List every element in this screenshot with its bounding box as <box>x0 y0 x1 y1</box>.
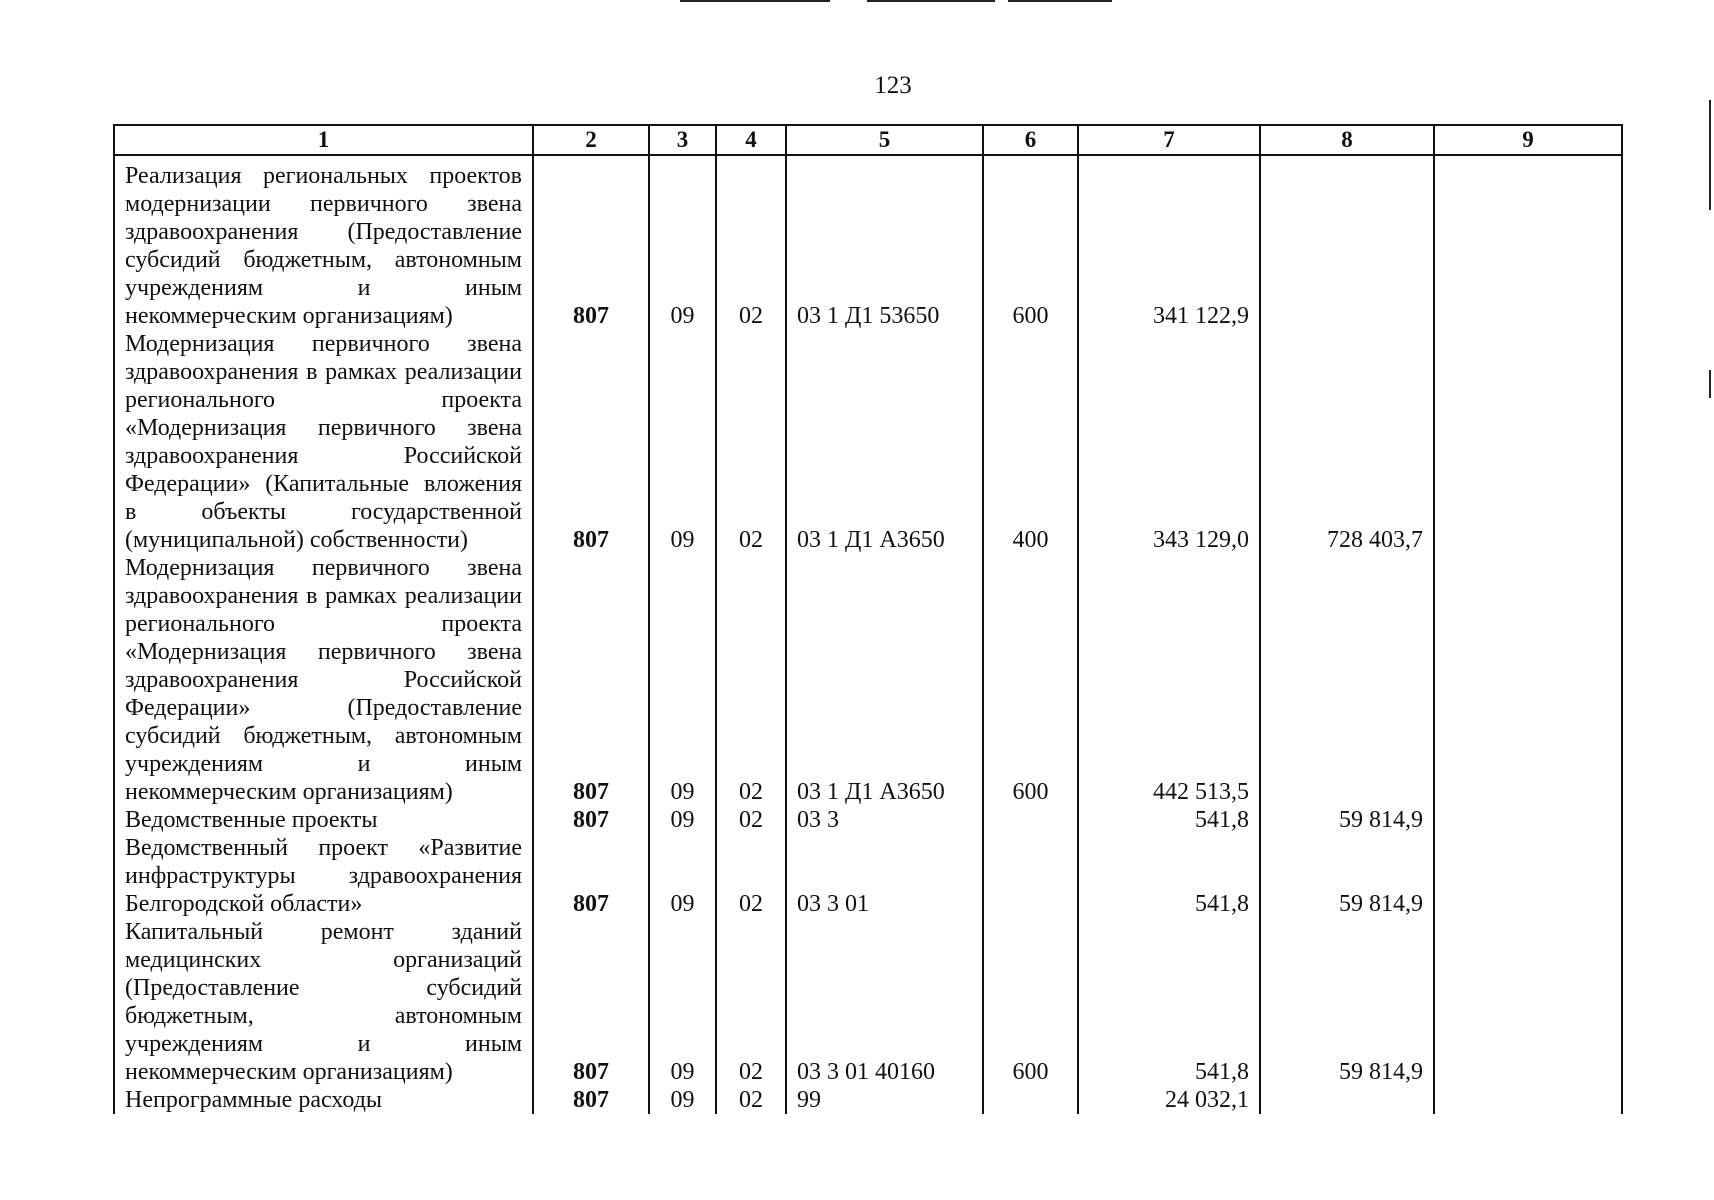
amount-col-8 <box>1260 155 1434 330</box>
expense-type-code: 600 <box>983 554 1078 806</box>
table-row <box>114 806 1622 834</box>
target-article-code: 03 3 01 <box>786 834 983 918</box>
ministry-code: 807 <box>533 834 649 918</box>
ministry-code: 807 <box>533 155 649 330</box>
subsection-code: 02 <box>716 806 786 834</box>
amount-col-7: 442 513,5 <box>1078 554 1260 806</box>
column-header-8: 8 <box>1260 125 1434 155</box>
section-code: 09 <box>649 554 716 806</box>
subsection-code: 02 <box>716 554 786 806</box>
section-code: 09 <box>649 155 716 330</box>
section-code: 09 <box>649 834 716 918</box>
item-name <box>114 330 533 554</box>
ministry-code: 807 <box>533 554 649 806</box>
target-article-code: 03 3 01 40160 <box>786 918 983 1086</box>
item-name-line: учреждениям и иным <box>125 751 522 777</box>
expense-type-code <box>983 834 1078 918</box>
amount-col-8 <box>1260 1086 1434 1114</box>
item-name-line: Модернизация первичного звена <box>125 331 522 357</box>
ministry-code: 807 <box>533 1086 649 1114</box>
item-name-line: некоммерческим организациям) <box>125 779 453 805</box>
item-name-line: здравоохранения (Предоставление <box>125 219 522 245</box>
item-name <box>114 1086 533 1114</box>
item-name-line: учреждениям и иным <box>125 1031 522 1057</box>
ministry-code: 807 <box>533 806 649 834</box>
expense-type-code: 600 <box>983 155 1078 330</box>
expense-type-code <box>983 806 1078 834</box>
table-row <box>114 155 1622 330</box>
subsection-code: 02 <box>716 1086 786 1114</box>
ministry-code: 807 <box>533 918 649 1086</box>
section-code: 09 <box>649 1086 716 1114</box>
column-header-1: 1 <box>114 125 533 155</box>
column-header-2: 2 <box>533 125 649 155</box>
expense-type-code <box>983 1086 1078 1114</box>
amount-col-8: 59 814,9 <box>1260 834 1434 918</box>
item-name-line: инфраструктуры здравоохранения <box>125 863 522 889</box>
amount-col-9 <box>1434 918 1622 1086</box>
table-row <box>114 918 1622 1086</box>
target-article-code: 03 1 Д1 А3650 <box>786 330 983 554</box>
table-row <box>114 330 1622 554</box>
table-row <box>114 1086 1622 1114</box>
table-row <box>114 554 1622 806</box>
subsection-code: 02 <box>716 330 786 554</box>
scan-artifact-right <box>1709 370 1711 398</box>
amount-col-8: 59 814,9 <box>1260 918 1434 1086</box>
section-code: 09 <box>649 806 716 834</box>
item-name-line: субсидий бюджетным, автономным <box>125 723 522 749</box>
amount-col-7: 541,8 <box>1078 834 1260 918</box>
target-article-code: 03 1 Д1 А3650 <box>786 554 983 806</box>
amount-col-7: 24 032,1 <box>1078 1086 1260 1114</box>
subsection-code: 02 <box>716 155 786 330</box>
amount-col-9 <box>1434 806 1622 834</box>
item-name-line: здравоохранения Российской <box>125 667 522 693</box>
scan-artifact-right <box>1709 100 1711 210</box>
item-name-line: «Модернизация первичного звена <box>125 639 522 665</box>
column-header-3: 3 <box>649 125 716 155</box>
item-name-line: «Модернизация первичного звена <box>125 415 522 441</box>
amount-col-8: 59 814,9 <box>1260 806 1434 834</box>
target-article-code: 03 1 Д1 53650 <box>786 155 983 330</box>
item-name-line: регионального проекта <box>125 611 522 637</box>
item-name-line: (Предоставление субсидий <box>125 975 522 1001</box>
item-name-line: (муниципальной) собственности) <box>125 527 468 553</box>
page-number: 123 <box>874 72 912 99</box>
item-name-line: здравоохранения в рамках реализации <box>125 583 522 609</box>
table-body <box>114 155 1622 1114</box>
subsection-code: 02 <box>716 918 786 1086</box>
item-name-line: модернизации первичного звена <box>125 191 522 217</box>
item-name-line: медицинских организаций <box>125 947 522 973</box>
scan-artifact-top <box>680 0 830 2</box>
table-row <box>114 834 1622 918</box>
item-name <box>114 806 533 834</box>
amount-col-7: 341 122,9 <box>1078 155 1260 330</box>
item-name-line: бюджетным, автономным <box>125 1003 522 1029</box>
section-code: 09 <box>649 330 716 554</box>
item-name-line: регионального проекта <box>125 387 522 413</box>
item-name-line: Белгородской области» <box>125 891 363 917</box>
item-name-line: Федерации» (Предоставление <box>125 695 522 721</box>
item-name-line: некоммерческим организациям) <box>125 1059 453 1085</box>
item-name <box>114 918 533 1086</box>
item-name-line: учреждениям и иным <box>125 275 522 301</box>
amount-col-7: 541,8 <box>1078 918 1260 1086</box>
column-header-4: 4 <box>716 125 786 155</box>
amount-col-9 <box>1434 1086 1622 1114</box>
expense-type-code: 600 <box>983 918 1078 1086</box>
header-row <box>114 125 1622 155</box>
amount-col-8: 728 403,7 <box>1260 330 1434 554</box>
amount-col-9 <box>1434 155 1622 330</box>
item-name-line: Капитальный ремонт зданий <box>125 919 522 945</box>
amount-col-9 <box>1434 554 1622 806</box>
item-name-line: в объекты государственной <box>125 499 522 525</box>
target-article-code: 99 <box>786 1086 983 1114</box>
item-name-line: здравоохранения Российской <box>125 443 522 469</box>
item-name <box>114 834 533 918</box>
ministry-code: 807 <box>533 330 649 554</box>
amount-col-7: 343 129,0 <box>1078 330 1260 554</box>
column-header-6: 6 <box>983 125 1078 155</box>
expense-type-code: 400 <box>983 330 1078 554</box>
amount-col-9 <box>1434 834 1622 918</box>
subsection-code: 02 <box>716 834 786 918</box>
section-code: 09 <box>649 918 716 1086</box>
item-name-line: Ведомственные проекты <box>125 807 378 833</box>
column-header-5: 5 <box>786 125 983 155</box>
item-name-line: субсидий бюджетным, автономным <box>125 247 522 273</box>
item-name <box>114 554 533 806</box>
budget-table <box>113 124 1623 1114</box>
item-name-line: Федерации» (Капитальные вложения <box>125 471 522 497</box>
scan-artifact-top <box>867 0 995 2</box>
column-header-7: 7 <box>1078 125 1260 155</box>
item-name <box>114 155 533 330</box>
item-name-line: здравоохранения в рамках реализации <box>125 359 522 385</box>
item-name-line: некоммерческим организациям) <box>125 303 453 329</box>
amount-col-7: 541,8 <box>1078 806 1260 834</box>
item-name-line: Реализация региональных проектов <box>125 163 522 189</box>
scan-artifact-top <box>1008 0 1112 2</box>
item-name-line: Модернизация первичного звена <box>125 555 522 581</box>
target-article-code: 03 3 <box>786 806 983 834</box>
amount-col-8 <box>1260 554 1434 806</box>
amount-col-9 <box>1434 330 1622 554</box>
item-name-line: Непрограммные расходы <box>125 1087 383 1113</box>
column-header-9: 9 <box>1434 125 1622 155</box>
item-name-line: Ведомственный проект «Развитие <box>125 835 522 861</box>
